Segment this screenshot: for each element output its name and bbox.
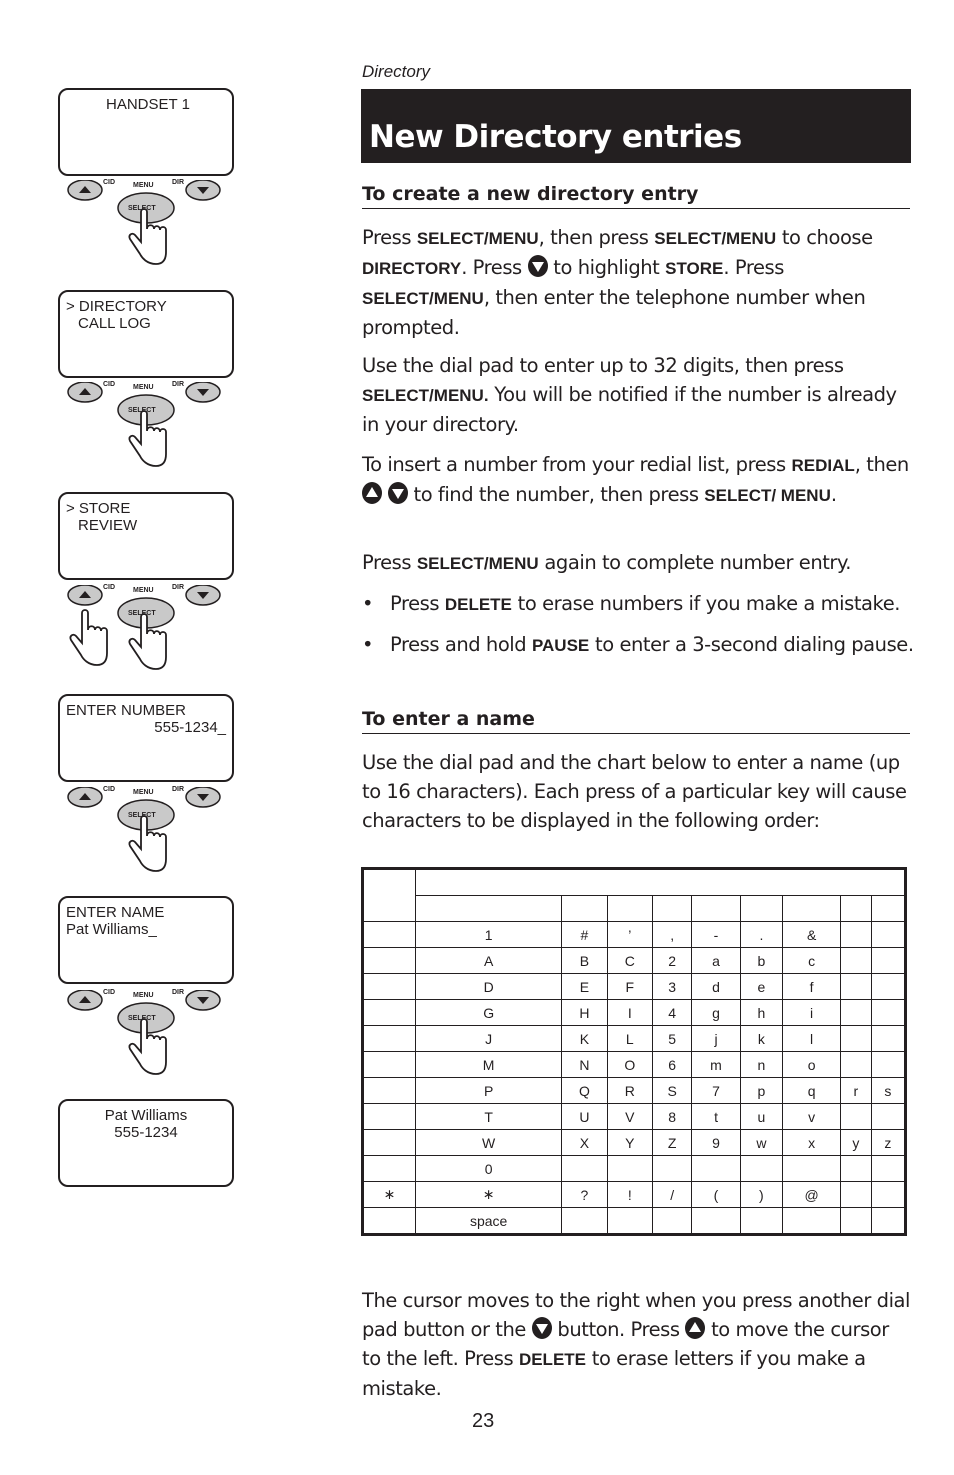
page-title: New Directory entries xyxy=(369,119,742,155)
screen-line: HANDSET 1 xyxy=(106,96,190,113)
chart-char-cell xyxy=(783,1156,841,1182)
chart-char-cell xyxy=(871,948,905,974)
chart-row xyxy=(363,1000,906,1026)
chart-header-cell xyxy=(783,896,841,922)
cid-label: CID xyxy=(103,381,116,388)
chart-char-cell: 6 xyxy=(652,1052,691,1078)
cid-label: CID xyxy=(103,584,116,591)
select-label: SELECT xyxy=(128,610,156,617)
chart-char-cell: S xyxy=(652,1078,691,1104)
menu-label: MENU xyxy=(133,587,154,594)
chart-char-cell: 5 xyxy=(652,1026,691,1052)
chart-row xyxy=(363,922,906,948)
menu-label: MENU xyxy=(133,992,154,999)
chart-header-key-cell xyxy=(363,869,416,922)
chart-char-cell xyxy=(607,1156,652,1182)
cid-label: CID xyxy=(103,179,116,186)
chart-char-cell: r xyxy=(841,1078,872,1104)
keypad-cluster-4 xyxy=(62,787,232,887)
chart-row xyxy=(363,948,906,974)
create-step-2: Use the dial pad to enter up to 32 digits, then press SELECT/MENU. You will be notified if the number is already in your directory. xyxy=(362,354,897,436)
chart-header-span-cell xyxy=(416,869,906,896)
chart-char-cell: O xyxy=(607,1052,652,1078)
up-arrow-icon xyxy=(362,482,382,504)
chart-char-cell: ( xyxy=(692,1182,740,1208)
chart-row xyxy=(363,1208,906,1235)
handset-screen-5 xyxy=(58,896,234,984)
hand-press-select-icon xyxy=(62,787,232,882)
cid-label: CID xyxy=(103,786,116,793)
screen-line: CALL LOG xyxy=(78,315,151,332)
chart-char-cell xyxy=(740,1156,782,1182)
up-arrow-icon xyxy=(685,1317,705,1339)
chart-char-cell: Q xyxy=(562,1078,607,1104)
title-bar xyxy=(361,89,911,163)
chart-char-cell: y xyxy=(841,1130,872,1156)
screen-line: > DIRECTORY xyxy=(66,298,167,315)
section-label: Directory xyxy=(362,62,431,81)
chart-char-cell: F xyxy=(607,974,652,1000)
select-label: SELECT xyxy=(128,407,156,414)
chart-char-cell xyxy=(871,974,905,1000)
chart-key-cell xyxy=(363,1052,416,1078)
chart-char-cell: c xyxy=(783,948,841,974)
chart-char-cell: G xyxy=(416,1000,562,1026)
hand-press-select-icon xyxy=(62,180,232,275)
down-arrow-icon xyxy=(528,255,548,277)
down-arrow-icon xyxy=(388,482,408,504)
chart-char-cell: H xyxy=(562,1000,607,1026)
screen-line: Pat Williams_ xyxy=(66,921,157,938)
chart-char-cell: 4 xyxy=(652,1000,691,1026)
chart-key-cell xyxy=(363,1000,416,1026)
handset-screen-4 xyxy=(58,694,234,782)
chart-key-cell xyxy=(363,1104,416,1130)
chart-char-cell xyxy=(841,1026,872,1052)
screen-line: ENTER NUMBER xyxy=(66,702,187,719)
screen-line: Pat Williams xyxy=(104,1107,188,1124)
chart-char-cell xyxy=(871,1156,905,1182)
chart-char-cell: J xyxy=(416,1026,562,1052)
chart-char-cell: , xyxy=(652,922,691,948)
chart-key-cell xyxy=(363,1078,416,1104)
create-entry-heading: To create a new directory entry xyxy=(362,183,910,209)
chart-char-cell: N xyxy=(562,1052,607,1078)
handset-screen-1 xyxy=(58,88,234,176)
hand-press-select-icon xyxy=(62,585,232,680)
chart-char-cell: X xyxy=(562,1130,607,1156)
chart-char-cell: d xyxy=(692,974,740,1000)
chart-char-cell: E xyxy=(562,974,607,1000)
chart-char-cell: 9 xyxy=(692,1130,740,1156)
chart-char-cell: e xyxy=(740,974,782,1000)
dir-label: DIR xyxy=(172,786,185,793)
chart-char-cell xyxy=(841,974,872,1000)
chart-char-cell: W xyxy=(416,1130,562,1156)
chart-char-cell: ) xyxy=(740,1182,782,1208)
chart-char-cell: R xyxy=(607,1078,652,1104)
chart-char-cell: / xyxy=(652,1182,691,1208)
chart-char-cell xyxy=(871,1182,905,1208)
create-step-3: To insert a number from your redial list, press REDIAL, then to find the number, then press SELECT/ MENU. xyxy=(362,453,909,506)
enter-name-heading: To enter a name xyxy=(362,708,910,734)
chart-char-cell xyxy=(607,1208,652,1235)
chart-header-cell xyxy=(841,896,872,922)
chart-header-cell xyxy=(871,896,905,922)
chart-char-cell xyxy=(841,1052,872,1078)
chart-char-cell xyxy=(871,1026,905,1052)
chart-char-cell xyxy=(692,1156,740,1182)
chart-row xyxy=(363,1156,906,1182)
chart-header-cell xyxy=(562,896,607,922)
chart-char-cell: ’ xyxy=(607,922,652,948)
handset-screen-6 xyxy=(58,1099,234,1187)
chart-row xyxy=(363,1078,906,1104)
chart-row xyxy=(363,1104,906,1130)
chart-char-cell: & xyxy=(783,922,841,948)
chart-char-cell: ∗ xyxy=(416,1182,562,1208)
chart-char-cell xyxy=(562,1156,607,1182)
chart-char-cell: q xyxy=(783,1078,841,1104)
chart-char-cell: V xyxy=(607,1104,652,1130)
chart-char-cell: @ xyxy=(783,1182,841,1208)
chart-char-cell xyxy=(652,1208,691,1235)
chart-char-cell: x xyxy=(783,1130,841,1156)
keypad-cluster-3 xyxy=(62,585,232,685)
chart-char-cell xyxy=(562,1208,607,1235)
chart-char-cell xyxy=(692,1208,740,1235)
chart-char-cell xyxy=(783,1208,841,1235)
chart-char-cell: 2 xyxy=(652,948,691,974)
chart-char-cell: m xyxy=(692,1052,740,1078)
keypad-cluster-2 xyxy=(62,382,232,482)
chart-char-cell xyxy=(740,1208,782,1235)
hand-press-select-icon xyxy=(62,382,232,477)
chart-char-cell: b xyxy=(740,948,782,974)
chart-char-cell: Z xyxy=(652,1130,691,1156)
chart-char-cell: t xyxy=(692,1104,740,1130)
chart-char-cell: f xyxy=(783,974,841,1000)
chart-char-cell xyxy=(871,922,905,948)
character-chart xyxy=(361,867,907,1236)
dir-label: DIR xyxy=(172,179,185,186)
chart-char-cell: P xyxy=(416,1078,562,1104)
chart-char-cell: D xyxy=(416,974,562,1000)
chart-char-cell: L xyxy=(607,1026,652,1052)
chart-char-cell: u xyxy=(740,1104,782,1130)
menu-label: MENU xyxy=(133,182,154,189)
chart-row xyxy=(363,1052,906,1078)
chart-char-cell: 3 xyxy=(652,974,691,1000)
chart-char-cell: 8 xyxy=(652,1104,691,1130)
create-step-4: Press SELECT/MENU again to complete number entry. xyxy=(362,551,852,574)
chart-char-cell: o xyxy=(783,1052,841,1078)
menu-label: MENU xyxy=(133,384,154,391)
select-label: SELECT xyxy=(128,812,156,819)
chart-char-cell xyxy=(841,922,872,948)
chart-char-cell xyxy=(871,1104,905,1130)
chart-char-cell: w xyxy=(740,1130,782,1156)
chart-row xyxy=(363,1026,906,1052)
chart-char-cell xyxy=(841,948,872,974)
chart-char-cell xyxy=(841,1156,872,1182)
chart-char-cell: v xyxy=(783,1104,841,1130)
menu-label: MENU xyxy=(133,789,154,796)
page-number: 23 xyxy=(472,1410,495,1432)
cid-label: CID xyxy=(103,989,116,996)
chart-char-cell: B xyxy=(562,948,607,974)
handset-screen-2 xyxy=(58,290,234,378)
chart-char-cell: M xyxy=(416,1052,562,1078)
chart-char-cell: n xyxy=(740,1052,782,1078)
chart-header-row xyxy=(363,896,906,922)
chart-key-cell xyxy=(363,1026,416,1052)
chart-key-cell xyxy=(363,948,416,974)
chart-char-cell xyxy=(841,1208,872,1235)
down-arrow-icon xyxy=(532,1317,552,1339)
chart-row xyxy=(363,1182,906,1208)
chart-header-cell xyxy=(652,896,691,922)
chart-char-cell: s xyxy=(871,1078,905,1104)
screen-line: REVIEW xyxy=(78,517,138,534)
screen-line: 555-1234 xyxy=(114,1124,178,1141)
screen-line: ENTER NAME xyxy=(66,904,165,921)
chart-char-cell: 7 xyxy=(692,1078,740,1104)
chart-key-cell xyxy=(363,1130,416,1156)
chart-header-cell xyxy=(740,896,782,922)
chart-char-cell: T xyxy=(416,1104,562,1130)
chart-char-cell: . xyxy=(740,922,782,948)
chart-char-cell: # xyxy=(562,922,607,948)
chart-char-cell: C xyxy=(607,948,652,974)
chart-char-cell: l xyxy=(783,1026,841,1052)
chart-char-cell: A xyxy=(416,948,562,974)
chart-char-cell: I xyxy=(607,1000,652,1026)
chart-char-cell: K xyxy=(562,1026,607,1052)
chart-key-cell xyxy=(363,922,416,948)
screen-line: 555-1234_ xyxy=(154,719,226,736)
chart-char-cell xyxy=(652,1156,691,1182)
chart-char-cell: z xyxy=(871,1130,905,1156)
chart-key-cell xyxy=(363,1156,416,1182)
select-label: SELECT xyxy=(128,205,156,212)
dir-label: DIR xyxy=(172,584,185,591)
chart-header-row xyxy=(363,869,906,896)
chart-char-cell: 1 xyxy=(416,922,562,948)
chart-char-cell: Y xyxy=(607,1130,652,1156)
chart-char-cell: ! xyxy=(607,1182,652,1208)
chart-char-cell: j xyxy=(692,1026,740,1052)
chart-char-cell xyxy=(871,1000,905,1026)
create-step-1: Press SELECT/MENU, then press SELECT/MENU to choose DIRECTORY. Press to highlight STORE. Press SELECT/MENU, then enter the telephone number when prompted. xyxy=(362,226,873,339)
chart-char-cell xyxy=(841,1182,872,1208)
chart-header-cell xyxy=(607,896,652,922)
enter-name-intro: Use the dial pad and the chart below to enter a name (up to 16 characters). Each press of a particular key will cause characters to be displayed in the following order: xyxy=(362,751,907,832)
screen-line: > STORE xyxy=(66,500,131,517)
chart-char-cell: k xyxy=(740,1026,782,1052)
chart-char-cell: - xyxy=(692,922,740,948)
keypad-cluster-5 xyxy=(62,990,232,1090)
chart-key-cell: ∗ xyxy=(363,1182,416,1208)
chart-char-cell xyxy=(871,1052,905,1078)
keypad-cluster-1 xyxy=(62,180,232,280)
chart-char-cell: i xyxy=(783,1000,841,1026)
chart-char-cell: p xyxy=(740,1078,782,1104)
chart-char-cell: g xyxy=(692,1000,740,1026)
dir-label: DIR xyxy=(172,989,185,996)
cursor-instructions: The cursor moves to the right when you press another dial pad button or the button. Press to move the cursor to the left. Press DELETE to erase letters if you make a mistake. xyxy=(362,1289,911,1400)
select-label: SELECT xyxy=(128,1015,156,1022)
chart-row xyxy=(363,1130,906,1156)
chart-char-cell: U xyxy=(562,1104,607,1130)
chart-char-cell xyxy=(841,1104,872,1130)
hand-press-select-icon xyxy=(62,990,232,1085)
dir-label: DIR xyxy=(172,381,185,388)
chart-key-cell xyxy=(363,974,416,1000)
chart-char-cell: ? xyxy=(562,1182,607,1208)
handset-screen-3 xyxy=(58,492,234,580)
chart-header-cell xyxy=(416,896,562,922)
chart-char-cell xyxy=(871,1208,905,1235)
chart-char-cell xyxy=(841,1000,872,1026)
chart-char-cell: h xyxy=(740,1000,782,1026)
chart-char-cell: a xyxy=(692,948,740,974)
chart-header-cell xyxy=(692,896,740,922)
chart-key-cell xyxy=(363,1208,416,1235)
chart-char-cell: 0 xyxy=(416,1156,562,1182)
chart-char-cell: space xyxy=(416,1208,562,1235)
chart-row xyxy=(363,974,906,1000)
